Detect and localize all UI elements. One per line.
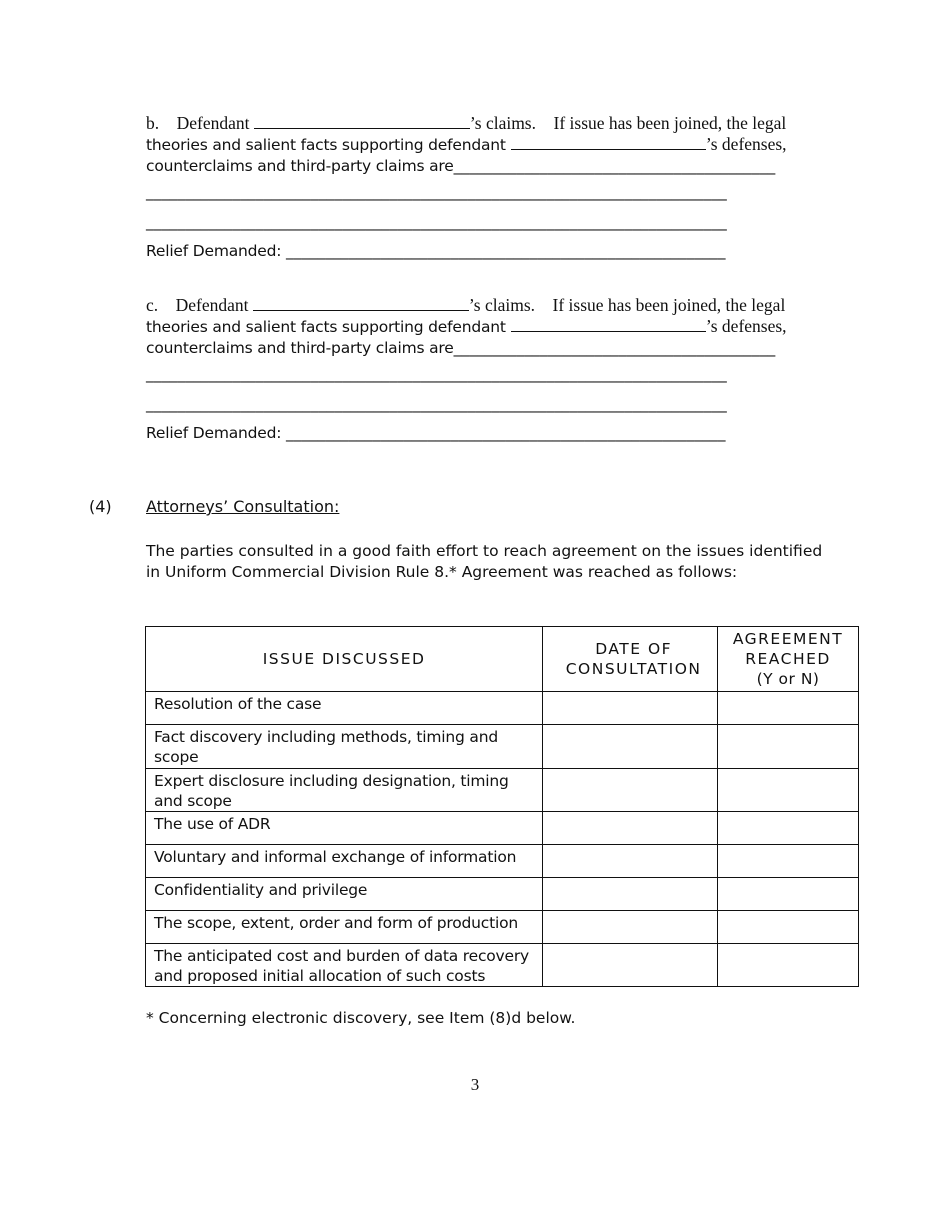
issue-cell: The scope, extent, order and form of production — [146, 911, 543, 944]
agreement-cell[interactable] — [718, 769, 859, 812]
item-c-line3-text: counterclaims and third-party claims are — [146, 339, 454, 357]
item-b-line3 — [146, 156, 775, 176]
item-b-claims: ’s claims. — [469, 113, 536, 133]
issue-cell: Resolution of the case — [146, 692, 543, 725]
table-row — [146, 725, 859, 769]
header-issue-discussed: ISSUE DISCUSSED — [146, 627, 543, 692]
page-number: 3 — [470, 1075, 480, 1094]
table-row — [146, 878, 859, 911]
item-b-blank-line-2[interactable]: __________________________________________________________________________ — [146, 213, 727, 231]
item-c-claims: ’s claims. — [468, 295, 536, 315]
header-agreement-label: AGREEMENT REACHED — [732, 630, 844, 668]
table-header-row — [146, 627, 859, 692]
header-agreement-sub: (Y or N) — [756, 670, 820, 688]
defendant-name-blank[interactable] — [253, 295, 469, 311]
item-c-line2-pre: theories and salient facts supporting defendant — [146, 318, 506, 336]
defendant-name-blank[interactable] — [254, 113, 470, 129]
item-c-relief-blank[interactable]: ________________________________________________________ — [286, 424, 726, 442]
item-b-relief-blank[interactable]: ________________________________________________________ — [286, 242, 726, 260]
item-c-blank-line-2[interactable]: __________________________________________________________________________ — [146, 395, 727, 413]
date-cell[interactable] — [543, 878, 718, 911]
item-b-line1 — [146, 113, 786, 133]
date-cell[interactable] — [543, 812, 718, 845]
item-c-line1 — [146, 295, 785, 315]
agreement-cell[interactable] — [718, 725, 859, 769]
item-b-line2 — [146, 134, 787, 155]
table-row — [146, 769, 859, 812]
item-b-relief — [146, 241, 726, 261]
item-b-claims-blank[interactable]: _________________________________________ — [453, 157, 776, 175]
item-c-defendant: Defendant — [175, 295, 249, 315]
issue-cell: The anticipated cost and burden of data recovery and proposed initial allocation of such costs — [146, 944, 543, 987]
header-agreement-reached — [718, 627, 859, 692]
item-b-defendant: Defendant — [176, 113, 250, 133]
item-c-line3 — [146, 338, 775, 358]
item-c-label: c. — [146, 295, 159, 315]
agreement-cell[interactable] — [718, 911, 859, 944]
table-row — [146, 692, 859, 725]
defendant-defenses-blank[interactable] — [511, 316, 706, 332]
item-c-relief — [146, 423, 726, 443]
item-b-blank-line-1[interactable]: __________________________________________________________________________ — [146, 183, 727, 201]
defendant-defenses-blank[interactable] — [511, 134, 706, 150]
item-c-relief-label: Relief Demanded: — [146, 424, 282, 442]
item-b-label: b. — [146, 113, 160, 133]
item-c-line2-post: ’s defenses, — [705, 316, 787, 336]
issue-cell: Voluntary and informal exchange of information — [146, 845, 543, 878]
section-number: (4) — [89, 497, 112, 516]
item-b-line2-pre: theories and salient facts supporting defendant — [146, 136, 506, 154]
footnote: * Concerning electronic discovery, see Item (8)d below. — [146, 1009, 576, 1027]
agreement-cell[interactable] — [718, 878, 859, 911]
date-cell[interactable] — [543, 845, 718, 878]
table-row — [146, 944, 859, 987]
consultation-table — [145, 626, 859, 987]
item-b-line3-text: counterclaims and third-party claims are — [146, 157, 454, 175]
item-b-relief-label: Relief Demanded: — [146, 242, 282, 260]
issue-cell: Fact discovery including methods, timing and scope — [146, 725, 543, 769]
date-cell[interactable] — [543, 692, 718, 725]
agreement-cell[interactable] — [718, 812, 859, 845]
date-cell[interactable] — [543, 725, 718, 769]
date-cell[interactable] — [543, 769, 718, 812]
consultation-paragraph: The parties consulted in a good faith effort to reach agreement on the issues identified in Uniform Commercial Division Rule 8.* Agreement was reached as follows: — [146, 542, 823, 581]
issue-cell: Expert disclosure including designation, timing and scope — [146, 769, 543, 812]
item-c-blank-line-1[interactable]: __________________________________________________________________________ — [146, 365, 727, 383]
section-title: Attorneys’ Consultation: — [146, 497, 340, 516]
item-c-issue-joined: If issue has been joined, the legal — [552, 295, 786, 315]
issue-cell: Confidentiality and privilege — [146, 878, 543, 911]
agreement-cell[interactable] — [718, 944, 859, 987]
issue-cell: The use of ADR — [146, 812, 543, 845]
agreement-cell[interactable] — [718, 845, 859, 878]
table-row — [146, 911, 859, 944]
item-c-claims-blank[interactable]: _________________________________________ — [453, 339, 776, 357]
table-row — [146, 845, 859, 878]
date-cell[interactable] — [543, 944, 718, 987]
date-cell[interactable] — [543, 911, 718, 944]
header-date-of-consultation: DATE OF CONSULTATION — [543, 627, 718, 692]
item-b-issue-joined: If issue has been joined, the legal — [553, 113, 787, 133]
item-b-line2-post: ’s defenses, — [705, 134, 787, 154]
item-c-line2 — [146, 316, 787, 337]
agreement-cell[interactable] — [718, 692, 859, 725]
table-row — [146, 812, 859, 845]
